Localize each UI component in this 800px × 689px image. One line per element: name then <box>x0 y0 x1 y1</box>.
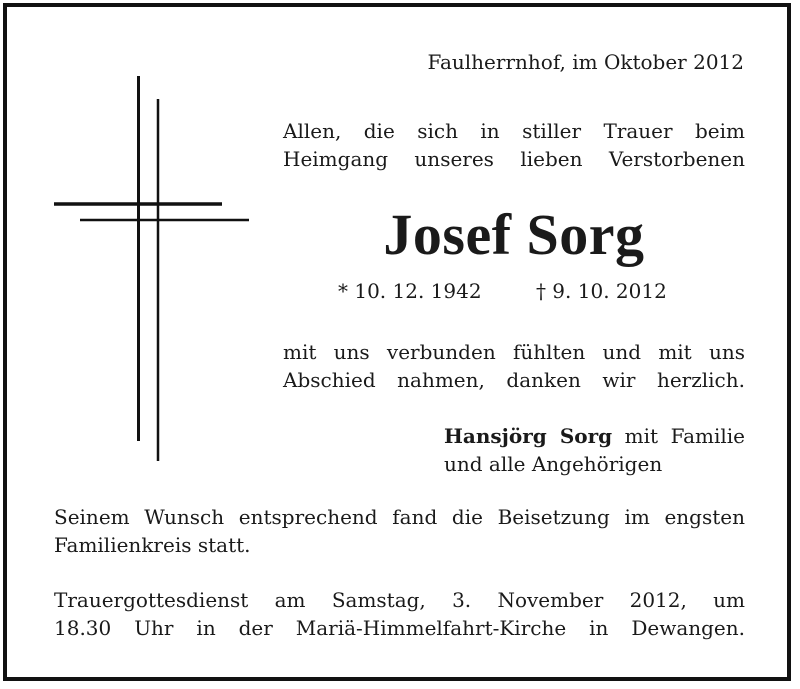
family-head-name: Hansjörg Sorg <box>444 424 613 448</box>
death-date: † 9. 10. 2012 <box>535 279 667 303</box>
thanks-text <box>283 338 745 394</box>
thanks-line-1: mit uns verbunden fühlten und mit uns <box>283 340 745 364</box>
service-note <box>54 586 745 642</box>
family-line-2: und alle Angehörigen <box>444 452 663 476</box>
intro-text <box>283 117 745 173</box>
place-date: Faulherrnhof, im Oktober 2012 <box>427 50 744 74</box>
family-line-1 <box>444 422 745 450</box>
family-suffix: mit Familie <box>624 424 745 448</box>
family-signature <box>444 422 745 478</box>
cross-icon <box>0 0 260 470</box>
funeral-line-1: Seinem Wunsch entsprechend fand die Beisetzung im engsten <box>54 505 745 529</box>
thanks-line-2: Abschied nahmen, danken wir herzlich. <box>283 368 745 392</box>
intro-line-1: Allen, die sich in stiller Trauer beim <box>283 119 745 143</box>
deceased-name: Josef Sorg <box>383 202 645 267</box>
intro-line-2: Heimgang unseres lieben Verstorbenen <box>283 147 745 171</box>
funeral-line-2: Familienkreis statt. <box>54 533 251 557</box>
funeral-note <box>54 503 745 559</box>
service-line-1: Trauergottesdienst am Samstag, 3. November 2012, um <box>54 588 745 612</box>
life-dates <box>338 277 667 305</box>
service-line-2: 18.30 Uhr in der Mariä-Himmelfahrt-Kirche in Dewangen. <box>54 616 745 640</box>
birth-date: * 10. 12. 1942 <box>338 279 482 303</box>
